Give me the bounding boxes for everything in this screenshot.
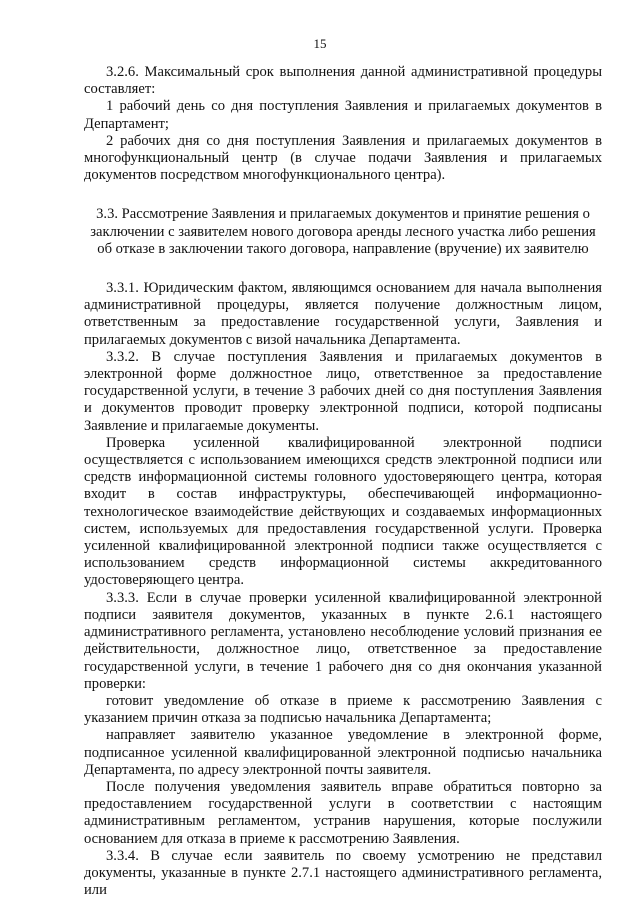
document-body xyxy=(84,64,602,899)
section-title-3-3: 3.3. Рассмотрение Заявления и прилагаемых документов и принятие решения о заключении с заявителем нового договора аренды лесного участка либо решения об отказе в заключении такого договора, направление (вручение) их заявителю xyxy=(90,206,596,257)
paragraph-3-3-2: 3.3.2. В случае поступления Заявления и прилагаемых документов в электронной форме должностное лицо, ответственное за предоставление государственной услуги, в течение 3 рабочих дней со дня поступления Заявления и документов проводит проверку электронной подписи, которой подписаны Заявление и прилагаемые документы. xyxy=(84,348,602,434)
paragraph-prepares-notice: готовит уведомление об отказе в приеме к рассмотрению Заявления с указанием причин отказа за подписью начальника Департамента; xyxy=(84,692,602,727)
paragraph-sends-notice: направляет заявителю указанное уведомление в электронной форме, подписанное усиленной квалифицированной электронной подписью начальника Департамента, по адресу электронной почты заявителя. xyxy=(84,727,602,778)
paragraph-signature-check: Проверка усиленной квалифицированной электронной подписи осуществляется с использованием имеющихся средств электронной подписи или средств информационной системы головного удостоверяющего центра, которая входит в состав инфраструктуры, обеспечивающей информационно-технологическое взаимодействие действующих и создаваемых информационных систем, используемых для предоставления государственной услуги. Проверка усиленной квалифицированной электронной подписи также осуществляется с использованием средств информационной системы аккредитованного удостоверяющего центра. xyxy=(84,434,602,589)
paragraph-3-3-1: 3.3.1. Юридическим фактом, являющимся основанием для начала выполнения административной процедуры, является получение должностным лицом, ответственным за предоставление государственной услуги, Заявления и прилагаемых документов с визой начальника Департамента. xyxy=(84,280,602,348)
paragraph-3-3-4: 3.3.4. В случае если заявитель по своему усмотрению не представил документы, указанные в пункте 2.7.1 настоящего административного регламента, или xyxy=(84,847,602,899)
paragraph-one-working-day: 1 рабочий день со дня поступления Заявления и прилагаемых документов в Департамент; xyxy=(84,98,602,132)
paragraph-3-2-6: 3.2.6. Максимальный срок выполнения данной административной процедуры составляет: xyxy=(84,64,602,98)
page-number: 15 xyxy=(313,36,327,51)
paragraph-repeat-application: После получения уведомления заявитель вправе обратиться повторно за предоставлением государственной услуги в соответствии с настоящим административным регламентом, устранив нарушения, которые послужили основанием для отказа в приеме к рассмотрению Заявления. xyxy=(84,778,602,847)
paragraph-3-3-3: 3.3.3. Если в случае проверки усиленной квалифицированной электронной подписи заявителя документов, указанных в пункте 2.6.1 настоящего административного регламента, установлено несоблюдение условий признания ее действительности, должностное лицо, ответственное за предоставление государственной услуги, в течение 1 рабочего дня со дня окончания указанной проверки: xyxy=(84,589,602,692)
paragraph-two-working-days: 2 рабочих дня со дня поступления Заявления и прилагаемых документов в многофункциональный центр (в случае подачи Заявления и прилагаемых документов посредством многофункционального центра). xyxy=(84,132,602,184)
